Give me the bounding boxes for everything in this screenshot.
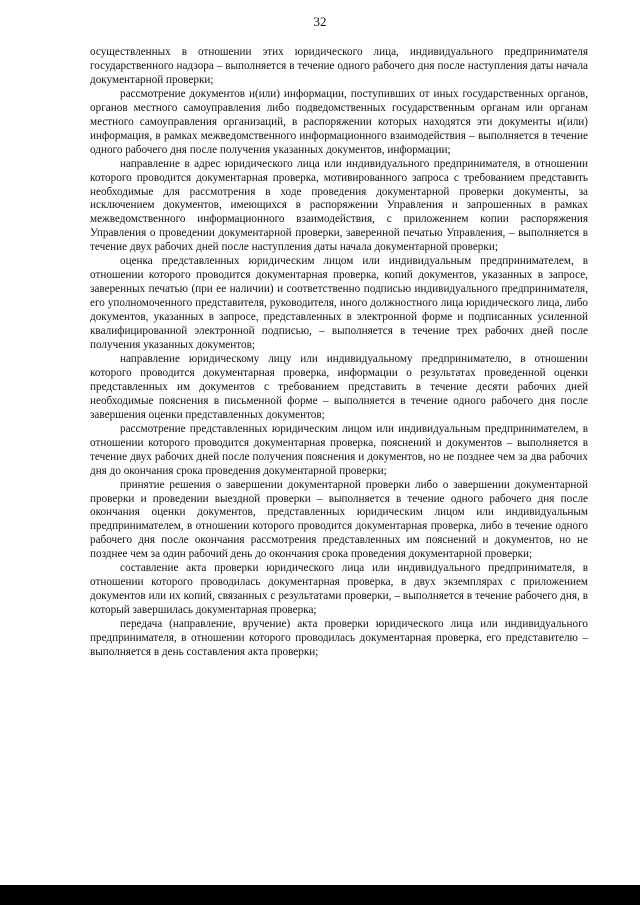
document-body bbox=[90, 46, 588, 660]
paragraph-8: составление акта проверки юридического лица или индивидуального предпринимателя, в отношении которого проводилась документарная проверка, в двух экземплярах с приложением документов или их копий, связанных с результатами проверки, – выполняется в течение рабочего дня, в который завершилась документарная проверка; bbox=[90, 562, 588, 617]
paragraph-4: оценка представленных юридическим лицом или индивидуальным предпринимателем, в отношении которого проводится документарная проверка, копий документов, указанных в запросе, заверенных печатью (при ее наличии) и соответственно подписью индивидуального предпринимателя, его уполномоченного представителя, руководителя, иного должностного лица юридического лица, либо документов, указанных в запросе, представленных в электронной форме и подписанных усиленной квалифицированной электронной подписью, – выполняется в течение трех рабочих дней после получения указанных документов; bbox=[90, 255, 588, 352]
paragraph-7: принятие решения о завершении документарной проверки либо о завершении документарной проверки и проведении выездной проверки – выполняется в течение одного рабочего дня после окончания оценки документов, представленных юридическим лицом или индивидуальным предпринимателем, в отношении которого проводится документарная проверка, либо в течение одного рабочего дня после окончания рассмотрения представленных им пояснений и документов, но не позднее чем за один рабочий день до окончания срока проведения документарной проверки; bbox=[90, 478, 588, 561]
paragraph-2: рассмотрение документов и(или) информации, поступивших от иных государственных органов, органов местного самоуправления либо подведомственных государственным органам или органам местного самоуправления организаций, в распоряжении которых находятся эти документы и(или) информация, в рамках межведомственного информационного взаимодействия – выполняется в течение одного рабочего дня после получения указанных документов, информации; bbox=[90, 87, 588, 156]
page-number: 32 bbox=[313, 14, 327, 29]
paragraph-3: направление в адрес юридического лица или индивидуального предпринимателя, в отношении которого проводится документарная проверка, мотивированного запроса с требованием представить необходимые для рассмотрения в ходе проведения документарной проверки документы, за исключением документов, имеющихся в распоряжении Управления и запрошенных в рамках межведомственного информационного взаимодействия, с приложением копии распоряжения Управления о проведении документарной проверки, заверенной печатью Управления, – выполняется в течение двух рабочих дней после наступления даты начала документарной проверки; bbox=[90, 157, 588, 254]
scan-edge-bar bbox=[0, 885, 640, 905]
paragraph-1: осуществленных в отношении этих юридического лица, индивидуального предпринимателя государственного надзора – выполняется в течение одного рабочего дня после наступления даты начала документарной проверки; bbox=[90, 46, 588, 86]
paragraph-5: направление юридическому лицу или индивидуальному предпринимателю, в отношении которого проводится документарная проверка, информации о результатах проведенной оценки представленных им документов с требованием представить в течение десяти рабочих дней необходимые пояснения в письменной форме – выполняется в течение одного рабочего дня после завершения оценки представленных документов; bbox=[90, 352, 588, 421]
paragraph-9: передача (направление, вручение) акта проверки юридического лица или индивидуального предпринимателя, в отношении которого проводилась документарная проверка, его представителю – выполняется в день составления акта проверки; bbox=[90, 618, 588, 658]
paragraph-6: рассмотрение представленных юридическим лицом или индивидуальным предпринимателем, в отношении которого проводится документарная проверка, пояснений и документов – выполняется в течение двух рабочих дней после получения пояснения и документов, но не позднее чем за два рабочих дня до окончания срока проведения документарной проверки; bbox=[90, 422, 588, 477]
